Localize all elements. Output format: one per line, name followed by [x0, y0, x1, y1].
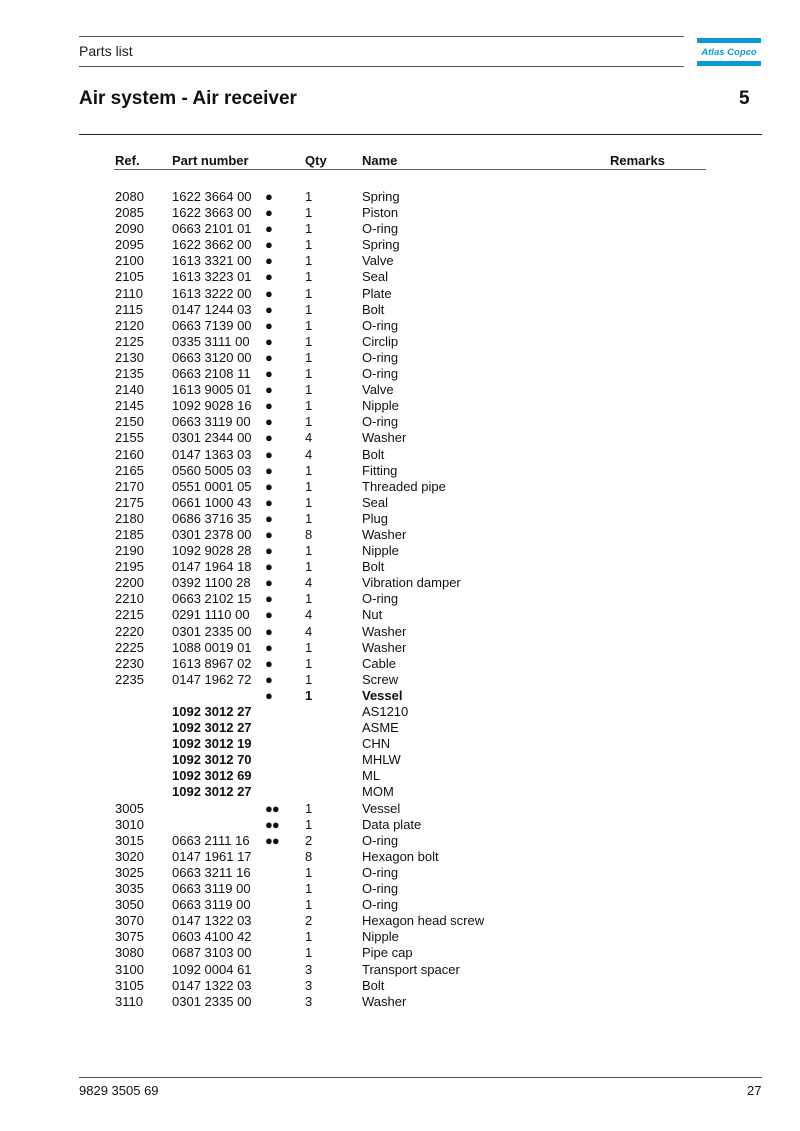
part-number-cell: 0335 3111 00 — [172, 333, 250, 349]
part-number-cell: 0551 0001 05 — [172, 478, 252, 494]
part-number-cell: 0663 2102 15 — [172, 591, 252, 607]
part-number-cell: 0663 2111 16 — [172, 832, 250, 848]
ref-cell: 2235 — [115, 671, 144, 687]
level-marker: ● — [265, 591, 272, 607]
section-number: 5 — [739, 88, 750, 109]
name-cell: Vessel — [362, 800, 401, 816]
name-cell: MHLW — [362, 752, 401, 768]
part-number-cell: 0560 5005 03 — [172, 462, 252, 478]
table-row — [0, 398, 800, 414]
ref-cell: 2195 — [115, 559, 144, 575]
table-row — [0, 817, 800, 833]
table-row — [0, 527, 800, 543]
qty-cell: 1 — [305, 221, 313, 237]
level-marker: ● — [265, 333, 272, 349]
name-cell: O-ring — [362, 317, 399, 333]
ref-cell: 3050 — [115, 897, 144, 913]
qty-cell: 1 — [305, 639, 313, 655]
qty-cell: 1 — [305, 205, 313, 221]
col-header-remarks: Remarks — [610, 153, 665, 168]
name-cell: Seal — [362, 494, 389, 510]
name-cell: O-ring — [362, 366, 399, 382]
footer-rule — [79, 1077, 762, 1078]
qty-cell: 1 — [305, 559, 313, 575]
ref-cell: 2150 — [115, 414, 144, 430]
part-number-cell: 1613 3321 00 — [172, 253, 252, 269]
name-cell: Bolt — [362, 446, 385, 462]
table-row — [0, 833, 800, 849]
ref-cell: 2190 — [115, 543, 144, 559]
name-cell: Fitting — [362, 462, 398, 478]
ref-cell: 3010 — [115, 816, 144, 832]
part-number-cell: 0147 1244 03 — [172, 301, 252, 317]
part-number-cell: 1622 3662 00 — [172, 237, 252, 253]
header-rule — [114, 169, 706, 170]
part-number-cell: 1622 3663 00 — [172, 205, 252, 221]
level-marker: ● — [265, 559, 272, 575]
name-cell: Spring — [362, 237, 400, 253]
table-row — [0, 430, 800, 446]
name-cell: O-ring — [362, 349, 399, 365]
ref-cell: 3105 — [115, 977, 144, 993]
part-number-cell: 0291 1110 00 — [172, 607, 250, 623]
name-cell: Vibration damper — [362, 575, 461, 591]
name-cell: Piston — [362, 205, 399, 221]
part-number-cell: 0663 7139 00 — [172, 317, 252, 333]
part-number-cell: 0686 3716 35 — [172, 510, 252, 526]
part-number-cell: 0687 3103 00 — [172, 945, 252, 961]
qty-cell: 1 — [305, 333, 313, 349]
part-number-cell: 1092 3012 27 — [172, 704, 252, 719]
level-marker: ● — [265, 237, 272, 253]
name-cell: Nipple — [362, 929, 399, 945]
table-row — [0, 865, 800, 881]
part-number-cell: 1092 3012 27 — [172, 784, 252, 800]
part-number-cell: 1092 3012 69 — [172, 768, 252, 784]
ref-cell: 2225 — [115, 639, 144, 655]
qty-cell: 1 — [305, 253, 313, 269]
name-cell: Washer — [362, 430, 407, 446]
table-row — [0, 994, 800, 1010]
qty-cell: 4 — [305, 623, 313, 639]
part-number-cell: 0301 2378 00 — [172, 526, 252, 542]
table-row — [0, 366, 800, 382]
part-number-cell: 1613 3223 01 — [172, 269, 252, 285]
ref-cell: 2165 — [115, 462, 144, 478]
ref-cell: 2090 — [115, 221, 144, 237]
table-row — [0, 945, 800, 961]
ref-cell: 2105 — [115, 269, 144, 285]
part-number-cell: 0147 1962 72 — [172, 671, 252, 687]
name-cell: Screw — [362, 671, 399, 687]
ref-cell: 2180 — [115, 510, 144, 526]
table-row — [0, 205, 800, 221]
qty-cell: 2 — [305, 913, 313, 929]
qty-cell: 1 — [305, 864, 313, 880]
qty-cell: 1 — [305, 929, 313, 945]
level-marker: ● — [265, 253, 272, 269]
level-marker: ● — [265, 349, 272, 365]
table-row — [0, 624, 800, 640]
part-number-cell: 0603 4100 42 — [172, 929, 252, 945]
level-marker: ●● — [265, 816, 279, 832]
name-cell: Hexagon head screw — [362, 913, 485, 929]
qty-cell: 4 — [305, 607, 313, 623]
table-row — [0, 495, 800, 511]
ref-cell: 3020 — [115, 848, 144, 864]
qty-cell: 1 — [305, 478, 313, 494]
qty-cell: 1 — [305, 382, 313, 398]
qty-cell: 1 — [305, 655, 313, 671]
name-cell: Nut — [362, 607, 383, 623]
table-row — [0, 269, 800, 285]
qty-cell: 1 — [305, 687, 313, 703]
ref-cell: 2080 — [115, 189, 144, 204]
level-marker: ● — [265, 526, 272, 542]
level-marker: ● — [265, 462, 272, 478]
name-cell: Nipple — [362, 398, 399, 414]
level-marker: ● — [265, 317, 272, 333]
ref-cell: 3015 — [115, 832, 144, 848]
header-bottom-rule — [79, 66, 684, 67]
ref-cell: 2230 — [115, 655, 144, 671]
ref-cell: 2200 — [115, 575, 144, 591]
part-number-cell: 0392 1100 28 — [172, 575, 251, 591]
level-marker: ● — [265, 510, 272, 526]
level-marker: ● — [265, 575, 272, 591]
qty-cell: 4 — [305, 446, 313, 462]
name-cell: O-ring — [362, 414, 399, 430]
part-number-cell: 1092 3012 27 — [172, 720, 252, 736]
part-number-cell: 1092 3012 70 — [172, 752, 252, 768]
qty-cell: 1 — [305, 189, 313, 204]
table-row — [0, 591, 800, 607]
part-number-cell: 0661 1000 43 — [172, 494, 252, 510]
table-row — [0, 962, 800, 978]
ref-cell: 2155 — [115, 430, 144, 446]
part-number-cell: 0301 2344 00 — [172, 430, 252, 446]
name-cell: ASME — [362, 720, 399, 736]
ref-cell: 2115 — [115, 301, 143, 317]
qty-cell: 1 — [305, 494, 313, 510]
table-row — [0, 672, 800, 688]
qty-cell: 1 — [305, 366, 313, 382]
part-number-cell: 1613 8967 02 — [172, 655, 252, 671]
part-number-cell: 1613 9005 01 — [172, 382, 252, 398]
ref-cell: 2110 — [115, 285, 143, 301]
qty-cell: 4 — [305, 575, 313, 591]
name-cell: Valve — [362, 253, 394, 269]
title-rule — [79, 134, 762, 135]
qty-cell: 1 — [305, 237, 313, 253]
ref-cell: 2175 — [115, 494, 144, 510]
ref-cell: 2125 — [115, 333, 144, 349]
ref-cell: 2215 — [115, 607, 144, 623]
name-cell: Bolt — [362, 301, 385, 317]
table-row — [0, 929, 800, 945]
name-cell: CHN — [362, 736, 391, 752]
part-number-cell: 1613 3222 00 — [172, 285, 252, 301]
ref-cell: 2160 — [115, 446, 144, 462]
table-row — [0, 302, 800, 318]
level-marker: ● — [265, 430, 272, 446]
ref-cell: 2095 — [115, 237, 144, 253]
part-number-cell: 0663 3211 16 — [172, 864, 251, 880]
name-cell: O-ring — [362, 897, 399, 913]
name-cell: Valve — [362, 382, 394, 398]
table-row — [0, 447, 800, 463]
table-row — [0, 543, 800, 559]
level-marker: ● — [265, 446, 272, 462]
name-cell: Transport spacer — [362, 961, 460, 977]
name-cell: Circlip — [362, 333, 399, 349]
logo-text: Atlas Copco — [701, 47, 757, 58]
name-cell: Nipple — [362, 543, 399, 559]
name-cell: Plug — [362, 510, 389, 526]
name-cell: Plate — [362, 285, 392, 301]
table-row — [0, 221, 800, 237]
part-number-cell: 0147 1322 03 — [172, 913, 252, 929]
table-row — [0, 189, 800, 205]
ref-cell: 2085 — [115, 205, 144, 221]
name-cell: O-ring — [362, 221, 399, 237]
ref-cell: 2135 — [115, 366, 144, 382]
part-number-cell: 0663 3119 00 — [172, 414, 251, 430]
table-row — [0, 253, 800, 269]
table-row — [0, 559, 800, 575]
level-marker: ● — [265, 623, 272, 639]
name-cell: Pipe cap — [362, 945, 413, 961]
col-header-part-number: Part number — [172, 153, 249, 168]
table-row — [0, 736, 800, 752]
level-marker: ● — [265, 269, 272, 285]
part-number-cell: 0663 2108 11 — [172, 366, 251, 382]
name-cell: Vessel — [362, 687, 403, 703]
qty-cell: 2 — [305, 832, 313, 848]
table-row — [0, 575, 800, 591]
part-number-cell: 0663 3119 00 — [172, 897, 251, 913]
qty-cell: 8 — [305, 848, 313, 864]
qty-cell: 1 — [305, 398, 313, 414]
table-row — [0, 913, 800, 929]
ref-cell: 2210 — [115, 591, 144, 607]
level-marker: ● — [265, 221, 272, 237]
part-number-cell: 0147 1322 03 — [172, 977, 252, 993]
table-row — [0, 704, 800, 720]
table-row — [0, 784, 800, 800]
part-number-cell: 0663 3119 00 — [172, 881, 251, 897]
table-row — [0, 801, 800, 817]
part-number-cell: 0147 1363 03 — [172, 446, 252, 462]
level-marker: ● — [265, 671, 272, 687]
table-row — [0, 849, 800, 865]
level-marker: ● — [265, 639, 272, 655]
qty-cell: 1 — [305, 881, 313, 897]
table-row — [0, 640, 800, 656]
name-cell: Bolt — [362, 977, 385, 993]
name-cell: O-ring — [362, 591, 399, 607]
name-cell: Data plate — [362, 816, 422, 832]
ref-cell: 2130 — [115, 349, 144, 365]
name-cell: ML — [362, 768, 381, 784]
name-cell: O-ring — [362, 864, 399, 880]
part-number-cell: 0147 1961 17 — [172, 848, 252, 864]
ref-cell: 3110 — [115, 993, 143, 1009]
qty-cell: 1 — [305, 349, 313, 365]
level-marker: ● — [265, 655, 272, 671]
part-number-cell: 1092 0004 61 — [172, 961, 252, 977]
name-cell: Washer — [362, 623, 407, 639]
level-marker: ● — [265, 398, 272, 414]
table-row — [0, 752, 800, 768]
part-number-cell: 1088 0019 01 — [172, 639, 252, 655]
qty-cell: 3 — [305, 993, 313, 1009]
qty-cell: 8 — [305, 526, 313, 542]
level-marker: ● — [265, 285, 272, 301]
level-marker: ● — [265, 366, 272, 382]
name-cell: Hexagon bolt — [362, 848, 439, 864]
ref-cell: 3025 — [115, 864, 144, 880]
qty-cell: 3 — [305, 977, 313, 993]
qty-cell: 1 — [305, 510, 313, 526]
level-marker: ● — [265, 205, 272, 221]
part-number-cell: 1092 3012 19 — [172, 736, 252, 752]
table-row — [0, 318, 800, 334]
name-cell: Washer — [362, 993, 407, 1009]
table-row — [0, 334, 800, 350]
table-row — [0, 414, 800, 430]
level-marker: ● — [265, 478, 272, 494]
table-row — [0, 720, 800, 736]
name-cell: Cable — [362, 655, 396, 671]
table-row — [0, 656, 800, 672]
qty-cell: 1 — [305, 462, 313, 478]
ref-cell: 3035 — [115, 881, 144, 897]
qty-cell: 1 — [305, 317, 313, 333]
name-cell: Threaded pipe — [362, 478, 446, 494]
level-marker: ● — [265, 607, 272, 623]
parts-table — [0, 189, 800, 1010]
ref-cell: 2120 — [115, 317, 144, 333]
table-row — [0, 897, 800, 913]
level-marker: ● — [265, 414, 272, 430]
atlas-copco-logo — [697, 38, 761, 66]
ref-cell: 3075 — [115, 929, 144, 945]
ref-cell: 3080 — [115, 945, 144, 961]
qty-cell: 3 — [305, 961, 313, 977]
name-cell: Spring — [362, 189, 400, 204]
level-marker: ● — [265, 687, 272, 703]
level-marker: ●● — [265, 832, 279, 848]
part-number-cell: 0663 2101 01 — [172, 221, 252, 237]
table-row — [0, 463, 800, 479]
ref-cell: 2170 — [115, 478, 144, 494]
document-number: 9829 3505 69 — [79, 1083, 159, 1098]
ref-cell: 2100 — [115, 253, 144, 269]
qty-cell: 1 — [305, 269, 313, 285]
qty-cell: 1 — [305, 816, 313, 832]
part-number-cell: 0301 2335 00 — [172, 993, 252, 1009]
qty-cell: 1 — [305, 897, 313, 913]
name-cell: Washer — [362, 526, 407, 542]
table-row — [0, 768, 800, 784]
ref-cell: 2185 — [115, 526, 144, 542]
part-number-cell: 1622 3664 00 — [172, 189, 252, 204]
table-row — [0, 479, 800, 495]
qty-cell: 1 — [305, 301, 313, 317]
qty-cell: 1 — [305, 285, 313, 301]
table-row — [0, 688, 800, 704]
ref-cell: 2220 — [115, 623, 144, 639]
level-marker: ● — [265, 189, 272, 204]
level-marker: ● — [265, 543, 272, 559]
qty-cell: 4 — [305, 430, 313, 446]
name-cell: O-ring — [362, 832, 399, 848]
name-cell: Washer — [362, 639, 407, 655]
page-title: Air system - Air receiver — [79, 88, 297, 109]
name-cell: MOM — [362, 784, 394, 800]
table-row — [0, 286, 800, 302]
part-number-cell: 0663 3120 00 — [172, 349, 252, 365]
table-row — [0, 350, 800, 366]
section-label: Parts list — [79, 43, 133, 59]
qty-cell: 1 — [305, 414, 313, 430]
ref-cell: 2145 — [115, 398, 144, 414]
table-row — [0, 511, 800, 527]
level-marker: ● — [265, 382, 272, 398]
name-cell: AS1210 — [362, 704, 409, 719]
ref-cell: 3005 — [115, 800, 144, 816]
qty-cell: 1 — [305, 800, 313, 816]
table-row — [0, 607, 800, 623]
table-row — [0, 881, 800, 897]
qty-cell: 1 — [305, 671, 313, 687]
col-header-ref: Ref. — [115, 153, 140, 168]
part-number-cell: 1092 9028 28 — [172, 543, 252, 559]
table-row — [0, 382, 800, 398]
header-top-rule — [79, 36, 684, 37]
part-number-cell: 1092 9028 16 — [172, 398, 252, 414]
page-number: 27 — [747, 1083, 762, 1098]
name-cell: Seal — [362, 269, 389, 285]
part-number-cell: 0147 1964 18 — [172, 559, 252, 575]
part-number-cell: 0301 2335 00 — [172, 623, 252, 639]
level-marker: ● — [265, 301, 272, 317]
name-cell: O-ring — [362, 881, 399, 897]
name-cell: Bolt — [362, 559, 385, 575]
col-header-name: Name — [362, 153, 398, 168]
ref-cell: 3070 — [115, 913, 144, 929]
qty-cell: 1 — [305, 543, 313, 559]
qty-cell: 1 — [305, 591, 313, 607]
table-row — [0, 978, 800, 994]
level-marker: ● — [265, 494, 272, 510]
ref-cell: 3100 — [115, 961, 144, 977]
table-row — [0, 237, 800, 253]
level-marker: ●● — [265, 800, 279, 816]
ref-cell: 2140 — [115, 382, 144, 398]
qty-cell: 1 — [305, 945, 313, 961]
col-header-qty: Qty — [305, 153, 327, 168]
